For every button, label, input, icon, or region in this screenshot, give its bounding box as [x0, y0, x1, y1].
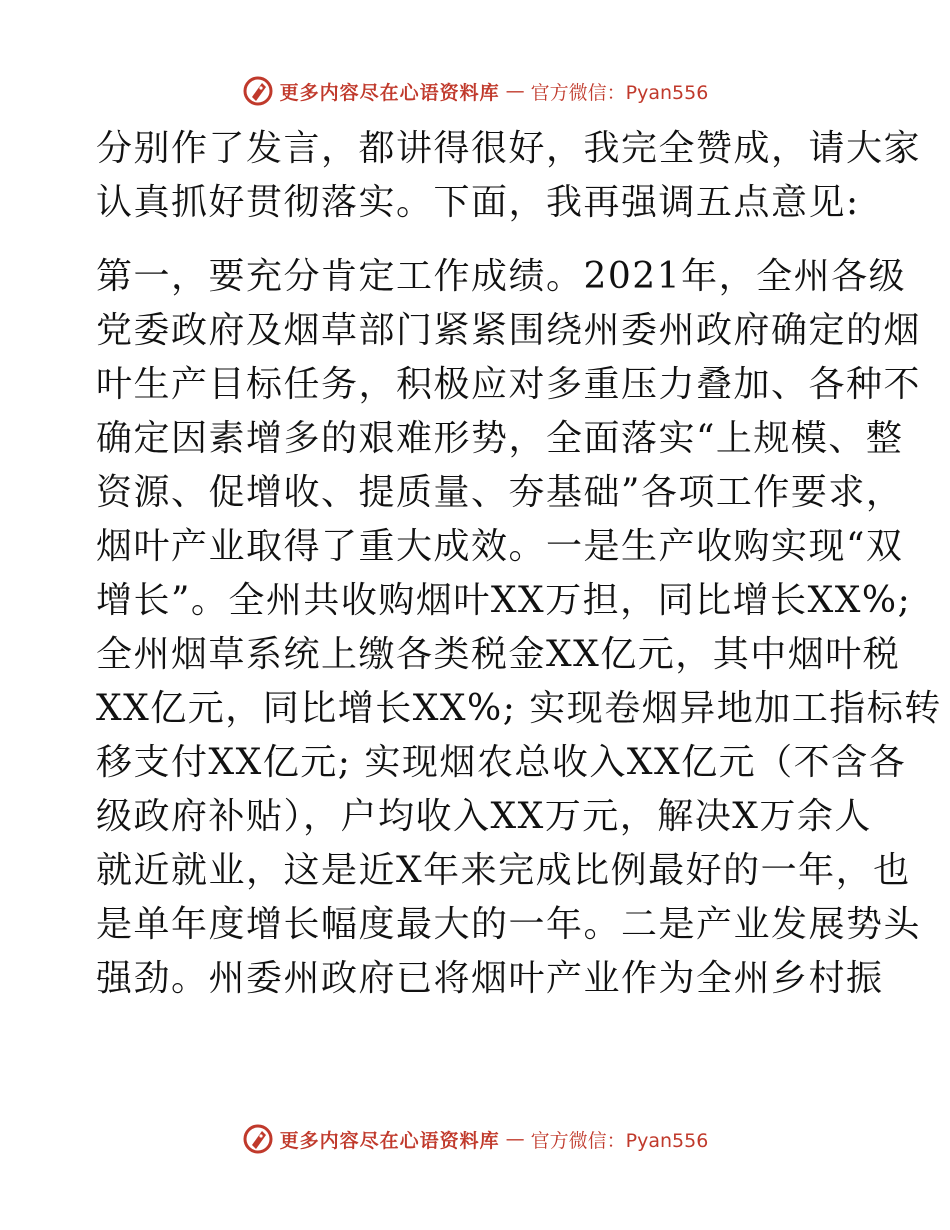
text-line: 叶生产目标任务，积极应对多重压力叠加、各种不 — [96, 364, 922, 405]
text-line: 是单年度增长幅度最大的一年。二是产业发展势头 — [96, 904, 922, 945]
text-line: 就近就业，这是近X年来完成比例最好的一年，也 — [96, 850, 911, 891]
watermark-footer — [0, 1119, 950, 1159]
text-line: 资源、促增收、提质量、夯基础”各项工作要求， — [96, 472, 904, 513]
text-line: 全州烟草系统上缴各类税金XX亿元，其中烟叶税 — [96, 634, 901, 675]
text-line: 认真抓好贯彻落实。下面，我再强调五点意见: — [96, 182, 860, 223]
pen-nib-circle-logo-icon — [242, 1123, 274, 1155]
text-line: 级政府补贴），户均收入XX万元，解决X万余人 — [96, 796, 872, 837]
watermark-separator: — — [505, 1128, 525, 1150]
pen-nib-circle-logo-icon — [242, 75, 274, 107]
text-line: 强劲。州委州政府已将烟叶产业作为全州乡村振 — [96, 958, 884, 999]
watermark-wechat: 官方微信：Pyan556 — [530, 81, 709, 104]
text-line: 确定因素增多的艰难形势，全面落实“上规模、整 — [96, 418, 904, 459]
text-line: 增长”。全州共收购烟叶XX万担，同比增长XX%; — [96, 580, 912, 621]
text-line: 分别作了发言，都讲得很好，我完全赞成，请大家 — [96, 128, 922, 169]
paragraph-gap — [96, 230, 856, 250]
paragraph-1 — [96, 122, 922, 230]
watermark-text: 更多内容尽在心语资料库 — [279, 1129, 500, 1152]
watermark-header — [0, 71, 950, 111]
text-line: XX亿元，同比增长XX%; 实现卷烟异地加工指标转 — [96, 688, 942, 729]
text-line: 第一，要充分肯定工作成绩。2021年，全州各级 — [96, 256, 907, 297]
watermark-text: 更多内容尽在心语资料库 — [279, 81, 500, 104]
document-body — [96, 122, 942, 1006]
paragraph-2 — [96, 250, 942, 1006]
watermark-wechat: 官方微信：Pyan556 — [530, 1129, 709, 1152]
text-line: 烟叶产业取得了重大成效。一是生产收购实现“双 — [96, 526, 904, 567]
watermark-separator: — — [505, 80, 525, 102]
text-line: 移支付XX亿元; 实现烟农总收入XX亿元（不含各 — [96, 742, 907, 783]
text-line: 党委政府及烟草部门紧紧围绕州委州政府确定的烟 — [96, 310, 922, 351]
